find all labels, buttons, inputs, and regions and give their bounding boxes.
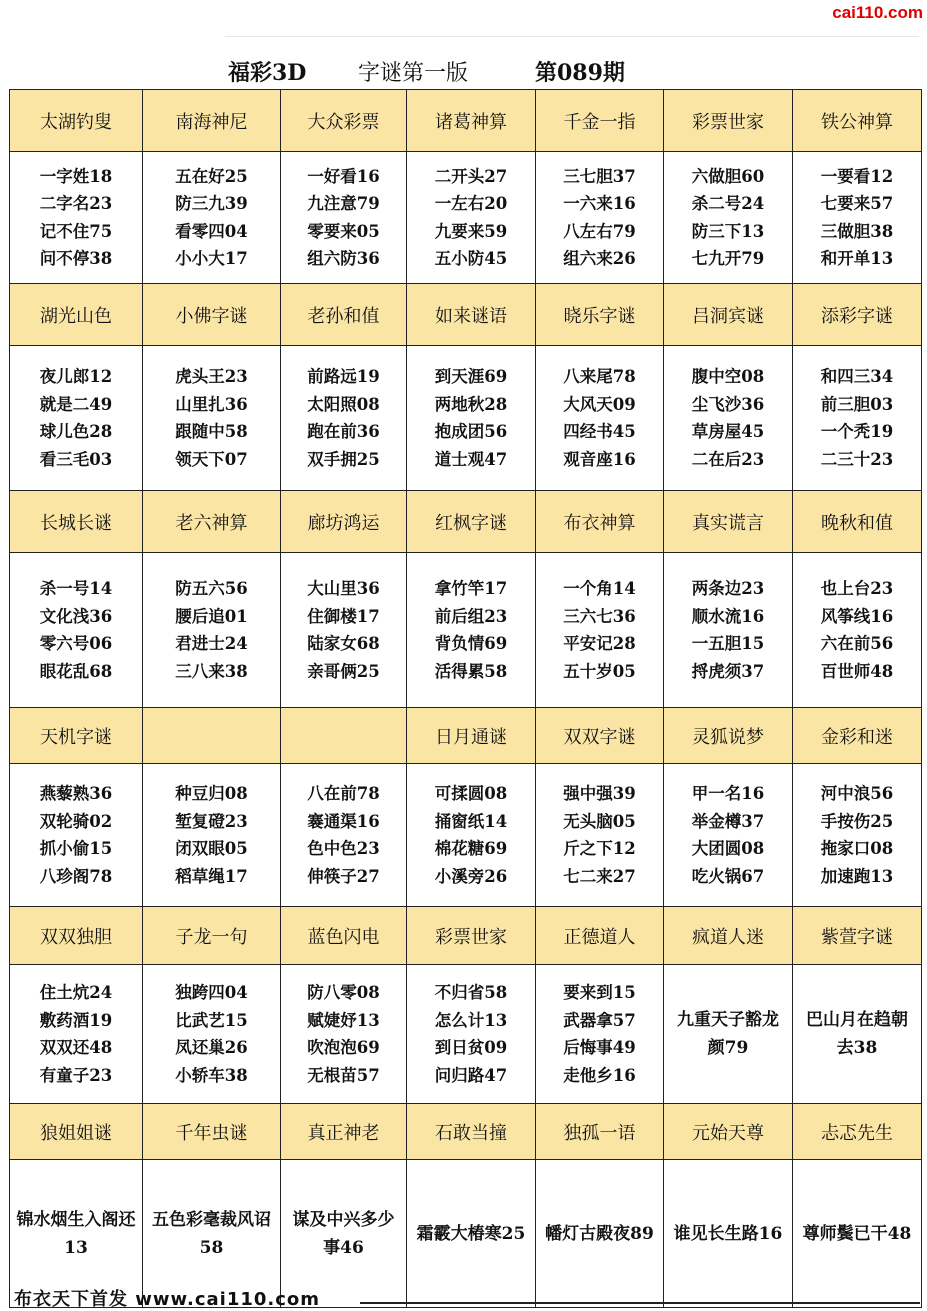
riddle-cell	[143, 764, 281, 907]
riddle-cell	[793, 152, 922, 284]
header-row	[10, 1104, 922, 1160]
column-header: 灵狐说梦	[664, 708, 793, 764]
column-header: 狼姐姐谜	[10, 1104, 143, 1160]
riddle-line: 活得累58	[434, 661, 508, 681]
riddle-line: 加速跑13	[820, 866, 894, 886]
header-row	[10, 708, 922, 764]
riddle-cell	[536, 152, 664, 284]
top-divider	[225, 36, 919, 37]
riddle-line: 防三九39	[175, 194, 248, 213]
riddle-cell	[143, 346, 281, 491]
riddle-line: 前三胆03	[820, 394, 894, 414]
column-header: 布衣神算	[536, 491, 664, 553]
riddle-line: 小小大17	[175, 249, 248, 268]
riddle-line: 武器拿57	[563, 1010, 636, 1030]
riddle-cell	[10, 965, 143, 1104]
riddle-cell	[281, 553, 407, 708]
riddle-line: 五十岁05	[563, 661, 636, 681]
riddle-cell: 巴山月在趋朝去38	[793, 965, 922, 1104]
column-header: 晚秋和值	[793, 491, 922, 553]
title-edition: 字谜第一版	[358, 61, 469, 86]
riddle-row	[10, 965, 922, 1104]
riddle-line: 七二来27	[563, 866, 636, 886]
riddle-line: 种豆归08	[175, 784, 248, 803]
riddle-line: 双轮骑02	[39, 811, 113, 831]
riddle-line: 领天下07	[175, 449, 248, 469]
riddle-line: 赋婕妤13	[307, 1010, 380, 1030]
riddle-cell	[10, 346, 143, 491]
column-header: 诸葛神算	[407, 90, 536, 152]
riddle-line: 一要看12	[820, 166, 894, 186]
riddle-line: 色中色23	[307, 839, 380, 858]
column-header: 老孙和值	[281, 284, 407, 346]
riddle-cell: 五色彩毫裁风诏58	[143, 1160, 281, 1308]
riddle-line: 零要来05	[307, 221, 380, 241]
column-header: 铁公神算	[793, 90, 922, 152]
riddle-line: 防八零08	[307, 983, 380, 1002]
riddle-line: 伸筷子27	[307, 866, 380, 886]
riddle-cell: 谁见长生路16	[664, 1160, 793, 1308]
footer-source: 布衣天下首发 www.cai110.com	[14, 1289, 321, 1310]
column-header: 小佛字谜	[143, 284, 281, 346]
column-header: 晓乐字谜	[536, 284, 664, 346]
riddle-cell	[664, 764, 793, 907]
riddle-line: 闭双眼05	[175, 839, 248, 858]
column-header: 廊坊鸿运	[281, 491, 407, 553]
riddle-line: 文化浅36	[39, 606, 113, 626]
riddle-line: 抱成团56	[434, 422, 508, 441]
riddle-line: 观音座16	[563, 449, 636, 469]
riddle-line: 棉花糖69	[434, 839, 508, 858]
riddle-line: 看三毛03	[39, 449, 113, 469]
riddle-line: 敷药酒19	[39, 1010, 113, 1030]
column-header: 湖光山色	[10, 284, 143, 346]
riddle-row	[10, 764, 922, 907]
riddle-line: 三八来38	[175, 661, 248, 681]
column-header: 忐忑先生	[793, 1104, 922, 1160]
column-header: 子龙一句	[143, 907, 281, 965]
riddle-cell	[793, 553, 922, 708]
header-row	[10, 491, 922, 553]
riddle-cell	[407, 553, 536, 708]
riddle-cell	[407, 152, 536, 284]
column-header: 千金一指	[536, 90, 664, 152]
riddle-line: 一好看16	[307, 166, 380, 186]
column-header: 天机字谜	[10, 708, 143, 764]
riddle-line: 河中浪56	[820, 784, 894, 803]
riddle-line: 住土炕24	[39, 983, 113, 1002]
riddle-line: 零六号06	[39, 634, 113, 653]
riddle-line: 九注意79	[307, 194, 380, 213]
riddle-line: 二字名23	[39, 194, 113, 213]
riddle-line: 风筝线16	[820, 606, 894, 626]
column-header: 长城长谜	[10, 491, 143, 553]
riddle-line: 拿竹竿17	[434, 579, 508, 598]
riddle-line: 看零四04	[175, 221, 248, 241]
column-header: 吕洞宾谜	[664, 284, 793, 346]
column-header: 石敢当撞	[407, 1104, 536, 1160]
riddle-cell	[281, 152, 407, 284]
riddle-line: 怎么计13	[434, 1010, 508, 1030]
riddle-line: 组六来26	[563, 249, 636, 268]
riddle-line: 五在好25	[175, 166, 248, 186]
riddle-line: 尘飞沙36	[691, 394, 765, 414]
riddle-cell	[664, 346, 793, 491]
riddle-line: 也上台23	[820, 579, 894, 598]
riddle-line: 百世师48	[820, 661, 894, 681]
riddle-cell	[10, 553, 143, 708]
riddle-line: 大山里36	[307, 579, 380, 598]
riddle-line: 防三下13	[691, 221, 765, 241]
column-header: 双双字谜	[536, 708, 664, 764]
riddle-cell: 尊师鬓已干48	[793, 1160, 922, 1308]
riddle-line: 防五六56	[175, 579, 248, 598]
riddle-line: 捋虎须37	[691, 661, 765, 681]
column-header: 紫萱字谜	[793, 907, 922, 965]
header-row	[10, 90, 922, 152]
riddle-line: 跟随中58	[175, 422, 248, 441]
riddle-line: 夜儿郎12	[39, 367, 113, 386]
riddle-line: 二三十23	[820, 449, 894, 469]
riddle-cell	[793, 346, 922, 491]
riddle-line: 双双还48	[39, 1038, 113, 1057]
riddle-line: 不归省58	[434, 983, 508, 1002]
riddle-cell	[143, 553, 281, 708]
riddle-line: 草房屋45	[691, 422, 765, 441]
riddle-line: 山里扎36	[175, 394, 248, 414]
riddle-line: 两地秋28	[434, 394, 508, 414]
riddle-line: 一左右20	[434, 194, 508, 213]
riddle-row	[10, 152, 922, 284]
riddle-line: 君进士24	[175, 634, 248, 653]
riddle-line: 小溪旁26	[434, 866, 508, 886]
riddle-line: 大风天09	[563, 394, 636, 414]
column-header: 疯道人迷	[664, 907, 793, 965]
riddle-cell	[143, 152, 281, 284]
riddle-line: 可揉圆08	[434, 784, 508, 803]
riddle-line: 比武艺15	[175, 1010, 248, 1030]
riddle-line: 举金樽37	[691, 811, 765, 831]
column-header: 真实谎言	[664, 491, 793, 553]
riddle-cell	[281, 346, 407, 491]
riddle-cell	[536, 965, 664, 1104]
riddle-line: 斤之下12	[563, 839, 636, 858]
riddle-line: 和开单13	[820, 249, 894, 268]
riddle-cell	[10, 152, 143, 284]
riddle-line: 三六七36	[563, 606, 636, 626]
riddle-line: 一五胆15	[691, 634, 765, 653]
column-header: 金彩和迷	[793, 708, 922, 764]
header-row	[10, 284, 922, 346]
riddle-line: 到天涯69	[434, 367, 508, 386]
riddle-line: 球儿色28	[39, 422, 113, 441]
riddle-line: 背负情69	[434, 634, 508, 653]
riddle-cell: 九重天子豁龙颜79	[664, 965, 793, 1104]
riddle-line: 凤还巢26	[175, 1038, 248, 1057]
column-header: 太湖钓叟	[10, 90, 143, 152]
riddle-line: 一字姓18	[39, 166, 113, 186]
riddle-line: 和四三34	[820, 367, 894, 386]
riddle-cell	[536, 346, 664, 491]
riddle-line: 二开头27	[434, 166, 508, 186]
riddle-line: 眼花乱68	[39, 661, 113, 681]
riddle-line: 强中强39	[563, 784, 636, 803]
riddle-line: 七要来57	[820, 194, 894, 213]
riddle-line: 就是二49	[39, 394, 113, 414]
riddle-cell	[664, 553, 793, 708]
riddle-line: 两条边23	[691, 579, 765, 598]
column-header: 老六神算	[143, 491, 281, 553]
riddle-line: 褰通渠16	[307, 811, 380, 831]
column-header: 日月通谜	[407, 708, 536, 764]
riddle-line: 记不住75	[39, 221, 113, 241]
riddle-line: 有童子23	[39, 1065, 113, 1085]
riddle-cell	[664, 152, 793, 284]
riddle-line: 腹中空08	[691, 367, 765, 386]
riddle-line: 到日贫09	[434, 1038, 508, 1057]
riddle-line: 前路远19	[307, 367, 380, 386]
column-header: 千年虫谜	[143, 1104, 281, 1160]
riddle-line: 太阳照08	[307, 394, 380, 414]
riddle-line: 八珍阁78	[39, 866, 113, 886]
riddle-row	[10, 346, 922, 491]
riddle-line: 杀一号14	[39, 579, 113, 598]
riddle-line: 问不停38	[39, 249, 113, 268]
riddle-line: 稻草绳17	[175, 866, 248, 886]
riddle-line: 前后组23	[434, 606, 508, 626]
riddle-line: 杀二号24	[691, 194, 765, 213]
riddle-cell	[10, 764, 143, 907]
riddle-line: 无头脑05	[563, 811, 636, 831]
riddle-line: 七九开79	[691, 249, 765, 268]
riddle-line: 吹泡泡69	[307, 1038, 380, 1057]
riddle-line: 堑复磴23	[175, 811, 248, 831]
riddle-line: 问归路47	[434, 1065, 508, 1085]
riddle-line: 八左右79	[563, 221, 636, 241]
title-issue-number: 第089期	[535, 60, 625, 86]
riddle-cell	[281, 764, 407, 907]
riddle-line: 一六来16	[563, 194, 636, 213]
riddle-line: 后悔事49	[563, 1038, 636, 1057]
column-header: 大众彩票	[281, 90, 407, 152]
riddle-line: 双手拥25	[307, 449, 380, 469]
riddle-line: 走他乡16	[563, 1065, 636, 1085]
riddle-cell	[793, 764, 922, 907]
riddle-line: 顺水流16	[691, 606, 765, 626]
riddle-line: 平安记28	[563, 634, 636, 653]
riddle-cell	[536, 553, 664, 708]
riddle-line: 虎头王23	[175, 367, 248, 386]
column-header: 彩票世家	[664, 90, 793, 152]
riddle-cell	[407, 764, 536, 907]
riddle-line: 甲一名16	[691, 784, 765, 803]
riddle-line: 独跨四04	[175, 983, 248, 1002]
riddle-line: 捅窗纸14	[434, 811, 508, 831]
riddle-line: 陆家女68	[307, 634, 380, 653]
riddle-line: 大团圆08	[691, 839, 765, 858]
riddle-line: 亲哥俩25	[307, 661, 380, 681]
title-lottery-name: 福彩3D	[228, 60, 307, 86]
column-header: 独孤一语	[536, 1104, 664, 1160]
riddle-line: 三七胆37	[563, 166, 636, 186]
riddle-cell: 霜霰大椿寒25	[407, 1160, 536, 1308]
column-header: 彩票世家	[407, 907, 536, 965]
riddle-line: 手按伤25	[820, 811, 894, 831]
column-header	[143, 708, 281, 764]
riddle-line: 住御楼17	[307, 606, 380, 626]
riddle-line: 组六防36	[307, 249, 380, 268]
riddle-line: 一个角14	[563, 579, 636, 598]
riddle-cell	[536, 764, 664, 907]
column-header: 双双独胆	[10, 907, 143, 965]
riddle-line: 一个秃19	[820, 422, 894, 441]
riddle-line: 拖家口08	[820, 839, 894, 858]
site-logo: cai110.com	[832, 3, 923, 22]
riddle-line: 四经书45	[563, 422, 636, 441]
column-header: 红枫字谜	[407, 491, 536, 553]
column-header: 元始天尊	[664, 1104, 793, 1160]
riddle-line: 吃火锅67	[691, 866, 765, 886]
riddle-line: 三做胆38	[820, 221, 894, 241]
riddle-row	[10, 553, 922, 708]
riddle-cell: 锦水烟生入阁还13	[10, 1160, 143, 1308]
riddle-cell	[143, 965, 281, 1104]
riddle-line: 要来到15	[563, 983, 636, 1002]
riddle-line: 无根苗57	[307, 1065, 380, 1085]
riddle-line: 抓小偷15	[39, 839, 113, 858]
riddle-cell	[407, 965, 536, 1104]
riddle-cell	[281, 965, 407, 1104]
column-header: 真正神老	[281, 1104, 407, 1160]
riddle-line: 六做胆60	[691, 166, 765, 186]
column-header: 蓝色闪电	[281, 907, 407, 965]
riddle-line: 六在前56	[820, 634, 894, 653]
column-header: 正德道人	[536, 907, 664, 965]
riddle-cell: 谋及中兴多少事46	[281, 1160, 407, 1308]
riddle-line: 九要来59	[434, 221, 508, 241]
riddle-line: 跑在前36	[307, 422, 380, 441]
riddle-line: 五小防45	[434, 249, 508, 268]
header-row	[10, 907, 922, 965]
riddle-line: 燕藜熟36	[39, 784, 113, 803]
riddle-cell	[407, 346, 536, 491]
column-header	[281, 708, 407, 764]
riddle-line: 八来尾78	[563, 367, 636, 386]
riddle-line: 道士观47	[434, 449, 508, 469]
riddle-line: 八在前78	[307, 784, 380, 803]
riddle-line: 二在后23	[691, 449, 765, 469]
footer-divider	[360, 1302, 920, 1304]
column-header: 添彩字谜	[793, 284, 922, 346]
riddle-cell: 幡灯古殿夜89	[536, 1160, 664, 1308]
column-header: 南海神尼	[143, 90, 281, 152]
column-header: 如来谜语	[407, 284, 536, 346]
riddle-table	[9, 89, 922, 1308]
riddle-line: 小轿车38	[175, 1065, 248, 1085]
riddle-line: 腰后追01	[175, 606, 248, 626]
